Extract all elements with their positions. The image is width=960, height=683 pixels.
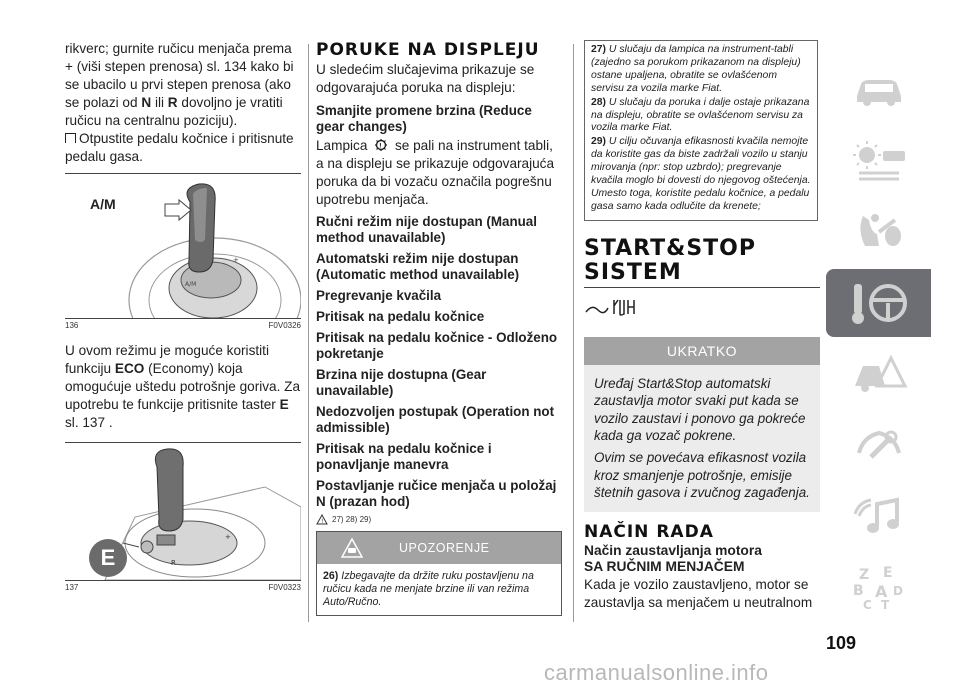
eco-text-post: (Economy) koja omogućuje uštedu potrošnje goriva. Za upotrebu te funkcije pritisnite taster xyxy=(65,361,301,412)
page-number: 109 xyxy=(826,633,857,653)
warning-triangle-icon xyxy=(316,514,328,525)
sidebar-item-maintenance[interactable] xyxy=(826,411,931,479)
e-badge-label: E xyxy=(100,545,116,570)
watermark: carmanualsonline.info xyxy=(544,660,769,683)
message-heading: Smanjite promene brzina (Reduce gear changes) xyxy=(316,103,532,134)
ukratko-paragraph: Ovim se povećava efikasnost vozila kroz smanjenje potrošnje, emisije štetnih gasova i zvučnog zagađenja. xyxy=(594,450,810,501)
note-number: 27) xyxy=(591,44,607,55)
warning-title: UPOZORENJE xyxy=(399,541,490,555)
svg-text:D: D xyxy=(892,584,903,598)
e-badge xyxy=(89,539,127,577)
sidebar-item-safety[interactable] xyxy=(826,198,931,266)
note-item xyxy=(591,44,811,96)
chapter-sidebar xyxy=(826,56,931,624)
column-1 xyxy=(65,40,301,592)
svg-text:!: ! xyxy=(321,518,324,525)
airbag-seat-icon xyxy=(849,210,909,254)
svg-text:T: T xyxy=(880,598,889,611)
bullet-text: Otpustite pedalu kočnice i pritisnute pedalu gasa. xyxy=(65,131,294,164)
or-word: ili xyxy=(154,95,165,110)
lamp-text-post: se pali na instrument tabli, a na displeju se prikazuje odgovarajuća poruka da bi vozaču označila pogrešnu upotrebu menjača. xyxy=(316,138,555,207)
intro-tail: dovoljno je vratiti ručicu na centralnu poziciju). xyxy=(65,95,283,128)
warning-body xyxy=(317,564,561,615)
warning-text: Izbegavajte da držite ruku postavljenu na ručicu kada ne menjate brzine ili van režima Auto/Ručno. xyxy=(323,570,534,608)
key-steering-wheel-icon xyxy=(844,278,914,328)
column-divider xyxy=(573,44,574,622)
note-number: 29) xyxy=(591,136,607,148)
figure-code: F0V0326 xyxy=(268,321,301,330)
car-warning-icon xyxy=(341,538,363,558)
multimedia-music-icon xyxy=(849,494,909,538)
maintenance-wrench-icon xyxy=(849,423,909,467)
e-key: E xyxy=(279,397,289,412)
intro-text: rikverc; gurnite ručicu menjača prema + (viši stepen prenosa) sl. 134 kako bi se ubacilo u prvi stepen prenosa (ako se polazi od xyxy=(65,41,294,110)
warning-header xyxy=(317,532,561,564)
refs-text: 27) 28) 29) xyxy=(332,515,372,524)
message-heading: Pritisak na pedalu kočnice - Odloženo pokretanje xyxy=(316,330,558,361)
svg-text:A/M: A/M xyxy=(185,281,197,288)
message-heading: Pregrevanje kvačila xyxy=(316,288,442,303)
note-item xyxy=(591,136,811,213)
message-heading: Automatski režim nije dostupan (Automatic method unavailable) xyxy=(316,251,520,282)
sidebar-item-car[interactable] xyxy=(826,56,931,124)
breakdown-warning-icon xyxy=(849,352,909,396)
eco-ref: sl. 137 . xyxy=(65,415,113,430)
subsection-title: Način zaustavljanja motora xyxy=(584,542,762,558)
figure-caption xyxy=(65,321,301,330)
figure-137 xyxy=(65,447,301,580)
section-title: NAČIN RADA xyxy=(584,521,714,542)
warning-number: 26) xyxy=(323,570,339,582)
key-r: R xyxy=(167,95,178,110)
eco-key: ECO xyxy=(114,361,145,376)
gear-warning-lamp-icon xyxy=(373,138,389,152)
lamp-paragraph xyxy=(316,137,562,209)
footnote-refs xyxy=(316,514,562,525)
divider xyxy=(65,442,301,443)
svg-text:E: E xyxy=(882,565,893,581)
figure-caption xyxy=(65,583,301,592)
figure-code: F0V0323 xyxy=(268,583,301,592)
lamp-text-pre: Lampica xyxy=(316,138,368,153)
sidebar-item-dashboard[interactable] xyxy=(826,127,931,195)
eco-paragraph xyxy=(65,342,301,432)
divider xyxy=(65,318,301,319)
car-icon xyxy=(849,70,909,110)
divider xyxy=(65,173,301,174)
ukratko-box xyxy=(584,337,820,512)
figure-number: 137 xyxy=(65,583,79,592)
sidebar-item-emergency[interactable] xyxy=(826,340,931,408)
svg-text:Z: Z xyxy=(858,567,869,583)
svg-text:C: C xyxy=(862,598,872,611)
subsection-title: SA RUČNIM MENJAČEM xyxy=(584,558,745,574)
section-title-line-1: START&STOP xyxy=(584,235,756,261)
intro-paragraph xyxy=(65,40,301,130)
svg-text:A: A xyxy=(874,582,887,601)
note-text: U slučaju da lampica na instrument-tabli (zajedno sa porukom prikazanom na displeju) ostane upaljena, obratite se ovlašćenom servisu za vozila marke Fiat. xyxy=(591,44,801,94)
notes-box xyxy=(584,40,818,221)
ukratko-paragraph: Uređaj Start&Stop automatski zaustavlja motor svaki put kada se vozilo zaustavi i ponovo ga pokreće kada ga vozač pokrene. xyxy=(594,375,806,443)
start-stop-icon xyxy=(584,296,636,318)
start-stop-heading xyxy=(584,237,820,285)
svg-text:R: R xyxy=(171,559,176,567)
note-text: U slučaju da poruka i dalje ostaje prikazana na displeju, obratite se ovlašćenom servisu za vozila marke Fiat. xyxy=(591,96,810,134)
svg-text:B: B xyxy=(852,583,864,599)
sidebar-item-index[interactable] xyxy=(826,553,931,621)
ukratko-body xyxy=(584,365,820,512)
column-divider xyxy=(308,44,309,622)
svg-text:!: ! xyxy=(379,142,382,150)
message-heading: Brzina nije dostupna (Gear unavailable) xyxy=(316,367,487,398)
column-3 xyxy=(584,40,820,612)
message-heading: Pritisak na pedalu kočnice xyxy=(316,309,485,324)
arrow-marker-icon xyxy=(65,133,76,143)
nacin-paragraph: Kada je vozilo zaustavljeno, motor se zaustavlja sa menjačem u neutralnom xyxy=(584,576,813,610)
dashboard-lights-icon xyxy=(849,139,909,183)
divider xyxy=(584,287,820,288)
message-heading: Nedozvoljen postupak (Operation not admissible) xyxy=(316,404,555,435)
sidebar-item-starting-driving[interactable] xyxy=(826,269,931,337)
message-heading: Postavljanje ručice menjača u položaj N (prazan hod) xyxy=(316,478,557,509)
note-item xyxy=(591,97,811,136)
note-text: U cilju očuvanja efikasnosti kvačila nemojte da koristite gas da biste zadržali vozilo u stanju mirovanja (npr: stop uzbrdo); pregrevanje kvačila moglo bi dovesti do njegovog oštećenja. Umesto toga, koristite pedalu kočnice, a pedalu gasa samo kada odlučite da krenete; xyxy=(591,136,811,212)
section-title: PORUKE NA DISPLEJU xyxy=(316,40,540,60)
message-heading: Pritisak na pedalu kočnice i ponavljanje manevra xyxy=(316,441,492,472)
index-letters-icon xyxy=(849,563,909,611)
figure-136 xyxy=(65,180,301,318)
section-title-line-2: SISTEM xyxy=(584,259,682,285)
column-2 xyxy=(316,40,562,608)
key-n: N xyxy=(141,95,152,110)
intro-paragraph: U sledećim slučajevima prikazuje se odgovarajuća poruka na displeju: xyxy=(316,62,535,95)
note-number: 28) xyxy=(591,96,607,108)
svg-text:+: + xyxy=(233,256,239,264)
ukratko-title: UKRATKO xyxy=(584,337,820,365)
divider xyxy=(65,580,301,581)
eco-text-pre: U ovom režimu je moguće koristiti funkciju xyxy=(65,343,269,376)
figure-number: 136 xyxy=(65,321,79,330)
warning-box xyxy=(316,531,562,616)
message-heading: Ručni režim nije dostupan (Manual method unavailable) xyxy=(316,214,537,245)
bullet-paragraph xyxy=(65,130,301,166)
am-label: A/M xyxy=(90,196,116,212)
sidebar-item-multimedia[interactable] xyxy=(826,482,931,550)
svg-text:+: + xyxy=(225,533,231,541)
